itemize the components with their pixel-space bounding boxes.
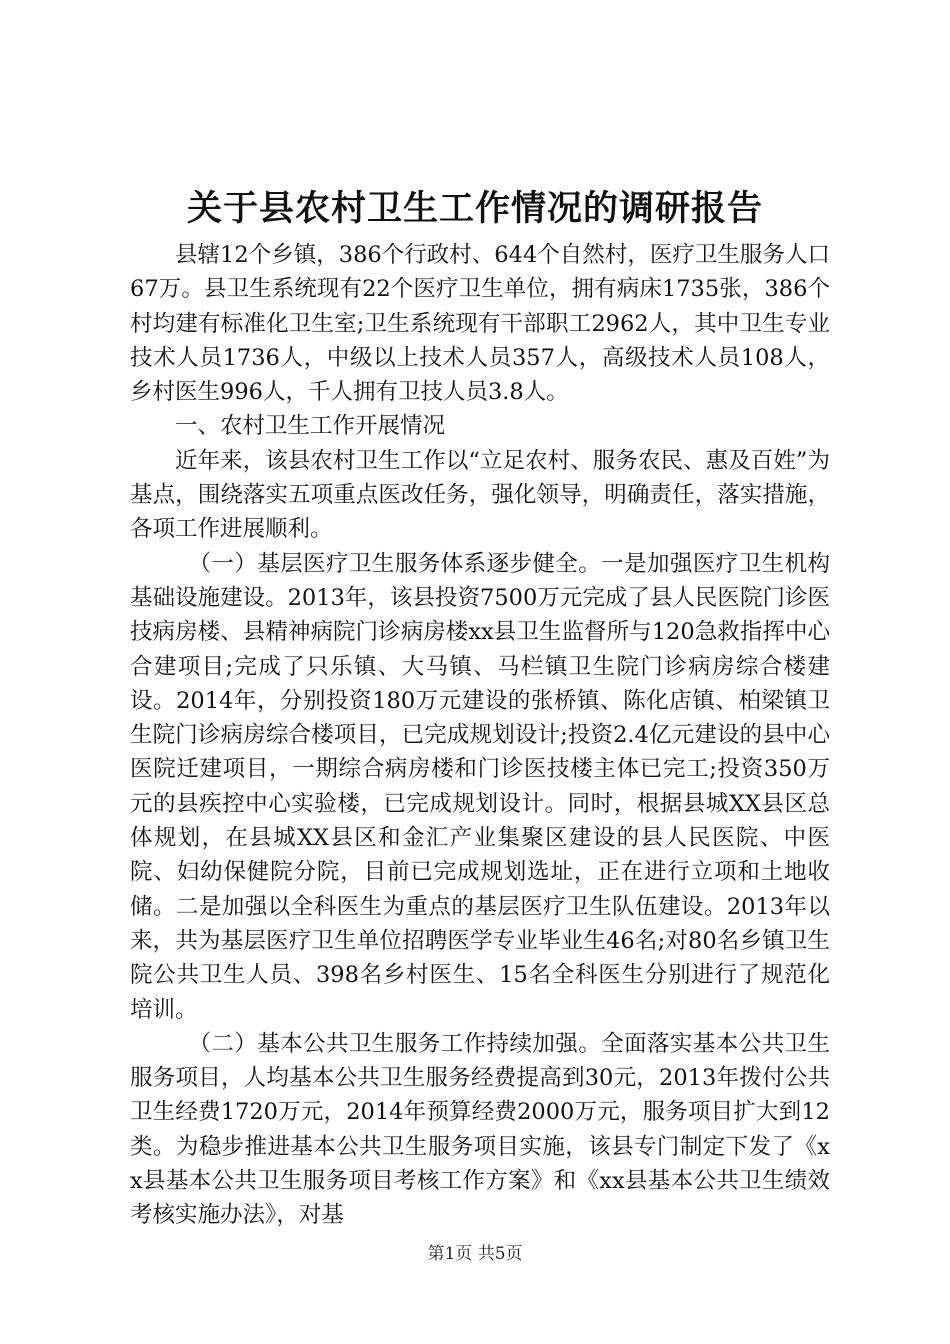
document-title: 关于县农村卫生工作情况的调研报告: [186, 189, 763, 229]
paragraph-section-2: （二）基本公共卫生服务工作持续加强。全面落实基本公共卫生服务项目，人均基本公共卫生服务经费提高到30元，2013年拨付公共卫生经费1720万元，2014年预算经费2000万元，服务项目扩大到12类。为稳步推进基本公共卫生服务项目实施，该县专门制定下发了《xx县基本公共卫生服务项目考核工作方案》和《xx县基本公共卫生绩效考核实施办法》，对基: [130, 1030, 830, 1229]
paragraph-section-1: （一）基层医疗卫生服务体系逐步健全。一是加强医疗卫生机构基础设施建设。2013年，该县投资7500万元完成了县人民医院门诊医技病房楼、县精神病院门诊病房楼xx县卫生监督所与120急救指挥中心合建项目;完成了只乐镇、大马镇、马栏镇卫生院门诊病房综合楼建设。2014年，分别投资180万元建设的张桥镇、陈化店镇、柏梁镇卫生院门诊病房综合楼项目，已完成规划设计;投资2.4亿元建设的县中心医院迁建项目，一期综合病房楼和门诊医技楼主体已完工;投资350万元的县疾控中心实验楼，已完成规划设计。同时，根据县城XX县区总体规划，在县城XX县区和金汇产业集聚区建设的县人民医院、中医院、妇幼保健院分院，目前已完成规划选址，正在进行立项和土地收储。二是加强以全科医生为重点的基层医疗卫生队伍建设。2013年以来，共为基层医疗卫生单位招聘医学专业毕业生46名;对80名乡镇卫生院公共卫生人员、398名乡村医生、15名全科医生分别进行了规范化培训。: [130, 550, 830, 1023]
page-number-footer: 第1页 共5页: [427, 1244, 523, 1264]
document-body: [130, 238, 830, 1233]
section-heading-1: 一、农村卫生工作开展情况: [175, 413, 446, 440]
paragraph-intro: 近年来，该县农村卫生工作以“立足农村、服务农民、惠及百姓”为基点，围绕落实五项重点医改任务，强化领导，明确责任，落实措施，各项工作进展顺利。: [130, 447, 830, 543]
paragraph-overview: 县辖12个乡镇，386个行政村、644个自然村，医疗卫生服务人口67万。县卫生系统现有22个医疗卫生单位，拥有病床1735张，386个村均建有标准化卫生室;卫生系统现有干部职工2962人，其中卫生专业技术人员1736人，中级以上技术人员357人，高级技术人员108人，乡村医生996人，千人拥有卫技人员3.8人。: [130, 242, 830, 406]
